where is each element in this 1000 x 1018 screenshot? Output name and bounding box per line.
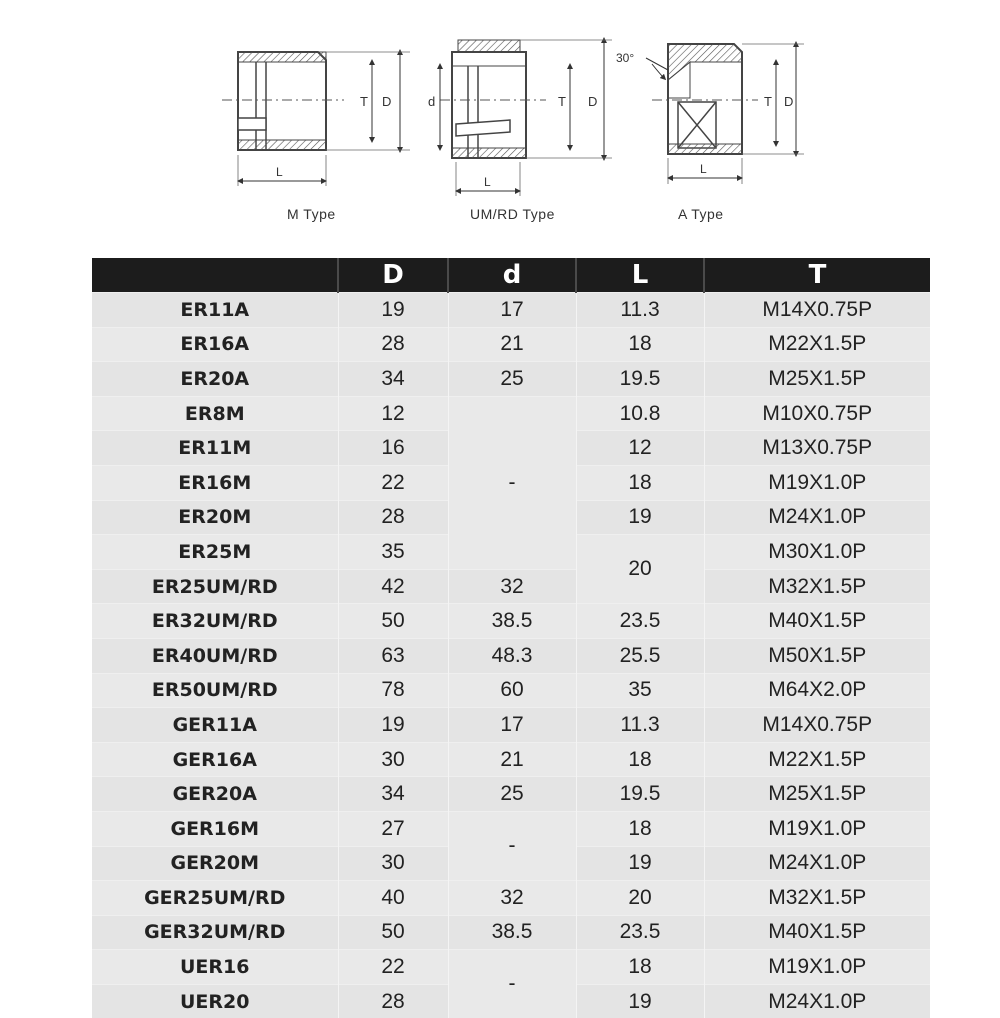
cell-inner-diameter: 21 xyxy=(448,327,576,362)
m-type-dim-l: L xyxy=(276,165,283,179)
cell-outer-diameter: 35 xyxy=(338,535,448,570)
table-row xyxy=(92,673,930,708)
cell-inner-diameter: 60 xyxy=(448,673,576,708)
diagram-area xyxy=(0,0,1000,258)
cell-outer-diameter: 28 xyxy=(338,327,448,362)
a-type-angle-label: 30° xyxy=(616,51,634,65)
cell-length: 18 xyxy=(576,742,704,777)
cell-thread: M14X0.75P xyxy=(704,708,930,743)
cell-model: GER11A xyxy=(92,708,338,743)
cell-inner-diameter: 38.5 xyxy=(448,915,576,950)
cell-thread: M19X1.0P xyxy=(704,950,930,985)
cell-thread: M25X1.5P xyxy=(704,362,930,397)
table-row xyxy=(92,396,930,431)
cell-inner-diameter: 48.3 xyxy=(448,638,576,673)
table-row xyxy=(92,881,930,916)
cell-thread: M19X1.0P xyxy=(704,465,930,500)
cell-outer-diameter: 34 xyxy=(338,362,448,397)
cell-length: 19 xyxy=(576,846,704,881)
header-length: L xyxy=(576,258,704,293)
header-d-outer: D xyxy=(338,258,448,293)
cell-thread: M10X0.75P xyxy=(704,396,930,431)
a-type-label: A Type xyxy=(678,206,724,222)
cell-model: UER20 xyxy=(92,984,338,1018)
cell-length: 20 xyxy=(576,535,704,604)
cell-inner-diameter: 17 xyxy=(448,293,576,328)
cell-outer-diameter: 19 xyxy=(338,708,448,743)
cell-outer-diameter: 34 xyxy=(338,777,448,812)
cell-outer-diameter: 50 xyxy=(338,915,448,950)
cell-outer-diameter: 78 xyxy=(338,673,448,708)
a-type-dim-l: L xyxy=(700,162,707,176)
cell-thread: M50X1.5P xyxy=(704,638,930,673)
umrd-type-label: UM/RD Type xyxy=(470,206,555,222)
cell-inner-diameter: - xyxy=(448,396,576,569)
table-body xyxy=(92,293,930,1018)
cell-model: ER20A xyxy=(92,362,338,397)
spec-table xyxy=(92,258,930,1018)
cell-length: 19.5 xyxy=(576,362,704,397)
cell-model: GER16A xyxy=(92,742,338,777)
cell-thread: M22X1.5P xyxy=(704,327,930,362)
cell-inner-diameter: 38.5 xyxy=(448,604,576,639)
cell-thread: M24X1.0P xyxy=(704,984,930,1018)
cell-outer-diameter: 30 xyxy=(338,742,448,777)
cell-length: 19 xyxy=(576,500,704,535)
cell-thread: M30X1.0P xyxy=(704,535,930,570)
table-row xyxy=(92,362,930,397)
table-row xyxy=(92,777,930,812)
cell-length: 10.8 xyxy=(576,396,704,431)
cell-outer-diameter: 63 xyxy=(338,638,448,673)
header-d-inner: d xyxy=(448,258,576,293)
cell-length: 19.5 xyxy=(576,777,704,812)
cell-length: 25.5 xyxy=(576,638,704,673)
cell-length: 18 xyxy=(576,811,704,846)
cell-thread: M24X1.0P xyxy=(704,846,930,881)
cell-thread: M19X1.0P xyxy=(704,811,930,846)
cell-length: 20 xyxy=(576,881,704,916)
spec-table-container xyxy=(92,258,930,1000)
m-type-dim-d: D xyxy=(382,94,391,109)
cell-model: UER16 xyxy=(92,950,338,985)
cell-length: 23.5 xyxy=(576,915,704,950)
cell-model: GER32UM/RD xyxy=(92,915,338,950)
umrd-type-dim-l: L xyxy=(484,175,491,189)
cell-model: GER16M xyxy=(92,811,338,846)
cell-inner-diameter: 25 xyxy=(448,777,576,812)
cell-thread: M13X0.75P xyxy=(704,431,930,466)
table-row xyxy=(92,327,930,362)
table-row xyxy=(92,569,930,604)
cell-model: ER40UM/RD xyxy=(92,638,338,673)
header-thread: T xyxy=(704,258,930,293)
cell-length: 18 xyxy=(576,465,704,500)
cell-model: ER25M xyxy=(92,535,338,570)
cell-length: 35 xyxy=(576,673,704,708)
cell-outer-diameter: 28 xyxy=(338,500,448,535)
umrd-type-drawing xyxy=(428,40,612,196)
cell-model: ER25UM/RD xyxy=(92,569,338,604)
table-row xyxy=(92,742,930,777)
header-model xyxy=(92,258,338,293)
cell-length: 18 xyxy=(576,327,704,362)
m-type-label: M Type xyxy=(287,206,336,222)
umrd-type-dim-t: T xyxy=(558,94,566,109)
cell-model: ER16M xyxy=(92,465,338,500)
cell-thread: M32X1.5P xyxy=(704,881,930,916)
cell-inner-diameter: 21 xyxy=(448,742,576,777)
cell-model: ER20M xyxy=(92,500,338,535)
cell-outer-diameter: 19 xyxy=(338,293,448,328)
cell-inner-diameter: 32 xyxy=(448,881,576,916)
m-type-dim-t: T xyxy=(360,94,368,109)
cell-inner-diameter: - xyxy=(448,950,576,1018)
cell-model: ER32UM/RD xyxy=(92,604,338,639)
cell-thread: M22X1.5P xyxy=(704,742,930,777)
cell-model: ER16A xyxy=(92,327,338,362)
table-row xyxy=(92,811,930,846)
cell-thread: M32X1.5P xyxy=(704,569,930,604)
cell-inner-diameter: 32 xyxy=(448,569,576,604)
cell-model: ER11M xyxy=(92,431,338,466)
cell-outer-diameter: 22 xyxy=(338,465,448,500)
cell-outer-diameter: 12 xyxy=(338,396,448,431)
cell-outer-diameter: 16 xyxy=(338,431,448,466)
cell-thread: M40X1.5P xyxy=(704,604,930,639)
table-row xyxy=(92,638,930,673)
umrd-type-dim-d: D xyxy=(588,94,597,109)
cell-outer-diameter: 28 xyxy=(338,984,448,1018)
table-row xyxy=(92,708,930,743)
cell-thread: M14X0.75P xyxy=(704,293,930,328)
cell-model: ER8M xyxy=(92,396,338,431)
m-type-drawing xyxy=(222,52,410,186)
cell-length: 18 xyxy=(576,950,704,985)
a-type-drawing xyxy=(616,44,804,184)
cell-model: GER20A xyxy=(92,777,338,812)
cell-length: 19 xyxy=(576,984,704,1018)
cell-thread: M40X1.5P xyxy=(704,915,930,950)
umrd-type-dim-d-small: d xyxy=(428,94,435,109)
cell-outer-diameter: 40 xyxy=(338,881,448,916)
cell-outer-diameter: 30 xyxy=(338,846,448,881)
cell-outer-diameter: 22 xyxy=(338,950,448,985)
table-row xyxy=(92,915,930,950)
cell-model: GER25UM/RD xyxy=(92,881,338,916)
cell-inner-diameter: 25 xyxy=(448,362,576,397)
cell-length: 23.5 xyxy=(576,604,704,639)
cell-thread: M25X1.5P xyxy=(704,777,930,812)
cell-thread: M24X1.0P xyxy=(704,500,930,535)
a-type-dim-t: T xyxy=(764,94,772,109)
cell-thread: M64X2.0P xyxy=(704,673,930,708)
table-row xyxy=(92,604,930,639)
cell-length: 11.3 xyxy=(576,293,704,328)
table-row xyxy=(92,950,930,985)
cell-model: GER20M xyxy=(92,846,338,881)
cell-model: ER11A xyxy=(92,293,338,328)
cell-outer-diameter: 27 xyxy=(338,811,448,846)
cell-length: 12 xyxy=(576,431,704,466)
cell-inner-diameter: 17 xyxy=(448,708,576,743)
table-row xyxy=(92,293,930,328)
a-type-dim-d: D xyxy=(784,94,793,109)
table-header-row xyxy=(92,258,930,293)
cell-outer-diameter: 50 xyxy=(338,604,448,639)
cell-length: 11.3 xyxy=(576,708,704,743)
cell-inner-diameter: - xyxy=(448,811,576,880)
cell-outer-diameter: 42 xyxy=(338,569,448,604)
cell-model: ER50UM/RD xyxy=(92,673,338,708)
